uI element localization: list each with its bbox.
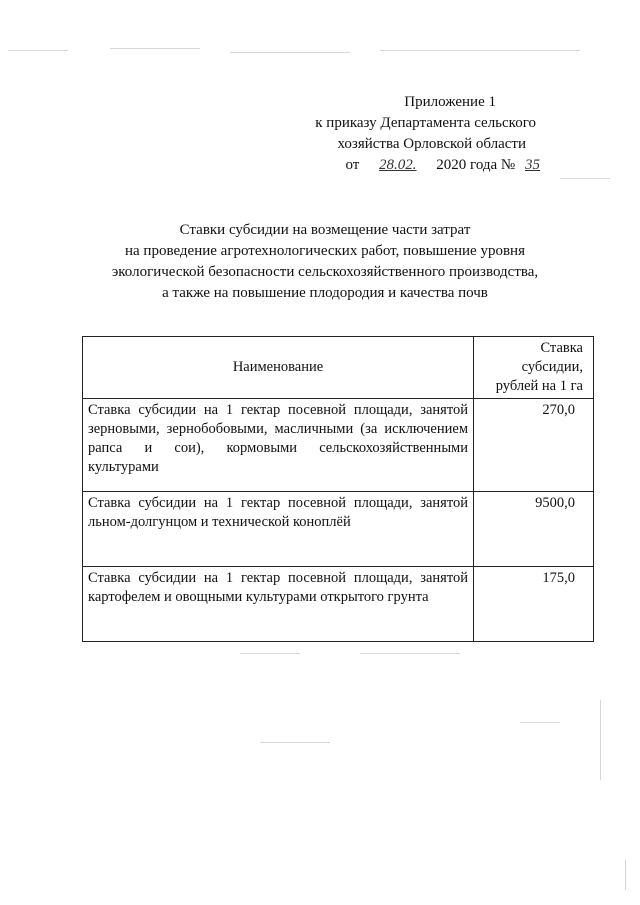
title-line-3: экологической безопасности сельскохозяйственного производства,: [111, 264, 539, 280]
appendix-department-line: хозяйства Орловской области: [337, 136, 526, 152]
table-row: [83, 399, 594, 492]
rates-table: [82, 336, 594, 642]
table-row: [83, 492, 594, 567]
appendix-title: Приложение 1: [404, 94, 496, 110]
appendix-order-line: к приказу Департамента сельского: [315, 115, 536, 131]
title-line-2: на проведение агротехнологических работ, повышение уровня: [125, 243, 525, 259]
row-rate: 270,0: [474, 399, 594, 492]
row-name: Ставка субсидии на 1 гектар посевной площади, занятой льном-долгунцом и технической коноплёй: [83, 492, 474, 567]
row-rate: 175,0: [474, 567, 594, 642]
header-rate: Ставка субсидии, рублей на 1 га: [474, 337, 594, 399]
row-name: Ставка субсидии на 1 гектар посевной площади, занятой картофелем и овощными культурами открытого грунта: [83, 567, 474, 642]
row-name: Ставка субсидии на 1 гектар посевной площади, занятой зерновыми, зернобобовыми, масличными (за исключением рапса и сои), кормовыми сельскохозяйственными культурами: [83, 399, 474, 492]
date-year: 2020: [436, 157, 467, 173]
row-rate: 9500,0: [474, 492, 594, 567]
document-title: [90, 220, 560, 304]
title-line-1: Ставки субсидии на возмещение части затрат: [179, 222, 471, 238]
number-label: года №: [470, 157, 516, 173]
handwritten-number: 35: [525, 157, 540, 173]
handwritten-date: 28.02.: [379, 157, 417, 173]
appendix-header: [300, 92, 600, 176]
date-prefix: от: [345, 157, 360, 173]
header-name: Наименование: [83, 337, 474, 399]
table-header-row: [83, 337, 594, 399]
appendix-date-line: [300, 155, 600, 176]
table-row: [83, 567, 594, 642]
title-line-4: а также на повышение плодородия и качества почв: [162, 285, 488, 301]
